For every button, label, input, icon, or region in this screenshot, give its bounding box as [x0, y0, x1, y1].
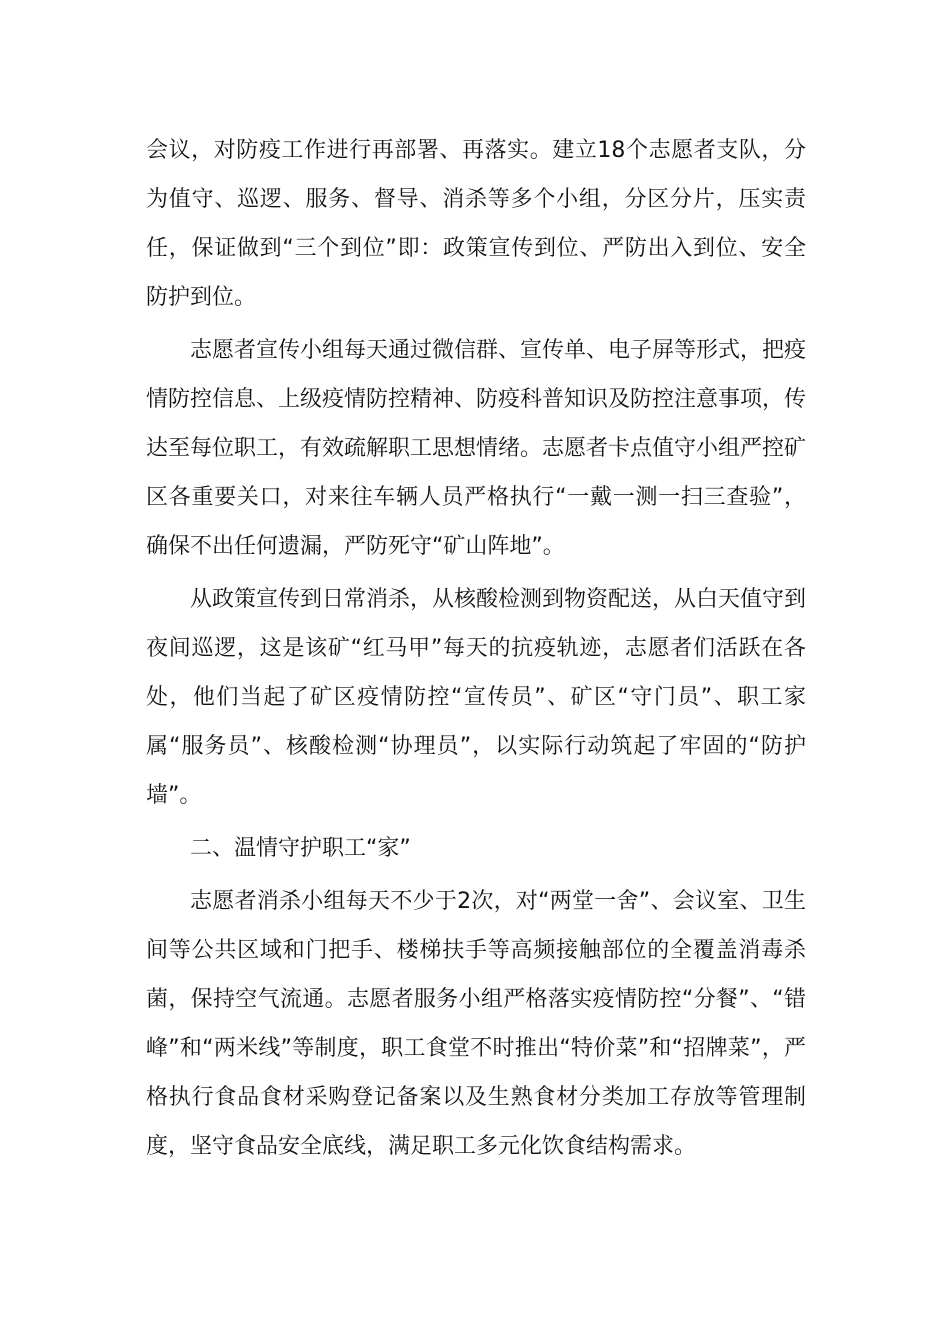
- document-body: [146, 126, 806, 1171]
- paragraph-4: 志愿者消杀小组每天不少于2次，对“两堂一舍”、会议室、卫生间等公共区域和门把手、楼梯扶手等高频接触部位的全覆盖消毒杀菌，保持空气流通。志愿者服务小组严格落实疫情防控“分餐”、“错峰”和“两米线”等制度，职工食堂不时推出“特价菜”和“招牌菜”，严格执行食品食材采购登记备案以及生熟食材分类加工存放等管理制度，坚守食品安全底线，满足职工多元化饮食结构需求。: [146, 889, 806, 1159]
- paragraph-1: 会议，对防疫工作进行再部署、再落实。建立18个志愿者支队，分为值守、巡逻、服务、督导、消杀等多个小组，分区分片，压实责任，保证做到“三个到位”即：政策宣传到位、严防出入到位、安全防护到位。: [146, 138, 806, 310]
- paragraph-2: 志愿者宣传小组每天通过微信群、宣传单、电子屏等形式，把疫情防控信息、上级疫情防控精神、防疫科普知识及防控注意事项，传达至每位职工，有效疏解职工思想情绪。志愿者卡点值守小组严控矿区各重要关口，对来往车辆人员严格执行“一戴一测一扫三查验”，确保不出任何遗漏，严防死守“矿山阵地”。: [146, 338, 807, 559]
- section-heading: 二、温情守护职工“家”: [190, 836, 411, 861]
- paragraph-3: 从政策宣传到日常消杀，从核酸检测到物资配送，从白天值守到夜间巡逻，这是该矿“红马甲”每天的抗疫轨迹，志愿者们活跃在各处，他们当起了矿区疫情防控“宣传员”、矿区“守门员”、职工家属“服务员”、核酸检测“协理员”，以实际行动筑起了牢固的“防护墙”。: [146, 587, 807, 808]
